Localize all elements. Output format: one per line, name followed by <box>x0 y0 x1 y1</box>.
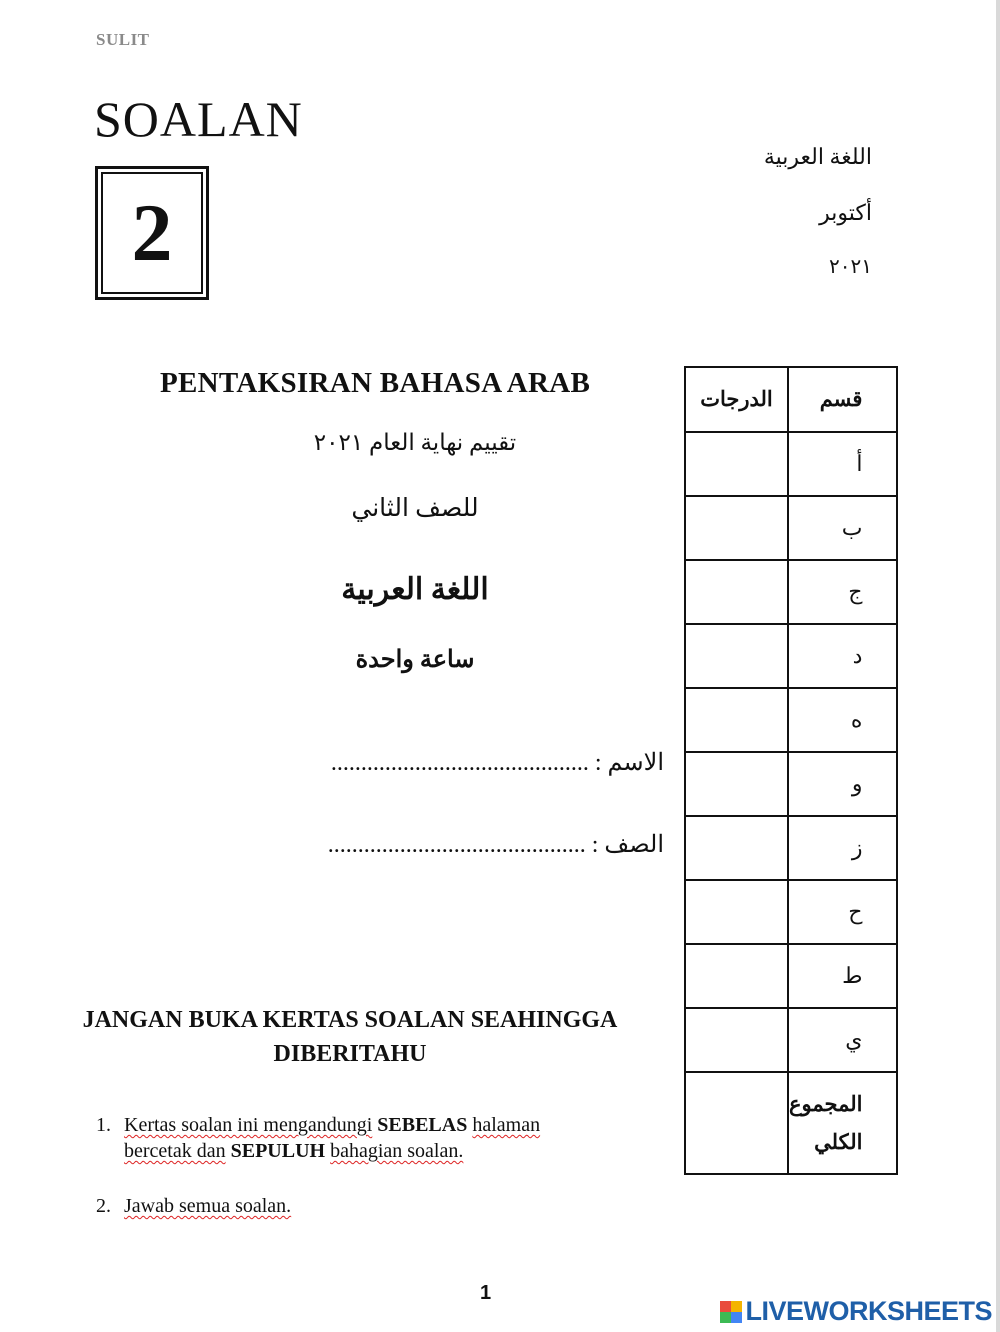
liveworksheets-brand[interactable] <box>720 1296 992 1327</box>
warning-line2: DIBERITAHU <box>273 1041 427 1067</box>
section-cell: ط <box>788 944 897 1008</box>
score-row <box>685 880 897 944</box>
score-row <box>685 688 897 752</box>
page-edge <box>996 0 1000 1332</box>
header-year: ٢٠٢١ <box>829 256 872 278</box>
name-dots: ........................................... <box>330 750 589 776</box>
total-label-line1: المجموع <box>789 1092 863 1116</box>
instruction-emphasis: SEBELAS <box>377 1114 468 1136</box>
liveworksheets-logo-icon <box>720 1301 742 1323</box>
marks-header: الدرجات <box>685 367 788 432</box>
total-label-cell <box>788 1072 897 1174</box>
page-number: 1 <box>480 1282 492 1304</box>
marks-cell[interactable] <box>685 432 788 496</box>
section-header: قسم <box>788 367 897 432</box>
score-row <box>685 816 897 880</box>
section-cell: ي <box>788 1008 897 1072</box>
paper-number-box <box>95 166 209 300</box>
warning-line1: JANGAN BUKA KERTAS SOALAN SEAHINGGA <box>82 1007 618 1033</box>
section-cell: ز <box>788 816 897 880</box>
section-cell: د <box>788 624 897 688</box>
class-dots: ........................................... <box>327 832 586 858</box>
header-month: أكتوبر <box>819 200 872 225</box>
instruction-text: Jawab semua soalan. <box>124 1195 292 1217</box>
score-row <box>685 624 897 688</box>
paper-number: 2 <box>131 187 173 278</box>
section-cell: ج <box>788 560 897 624</box>
total-marks-cell[interactable] <box>685 1072 788 1174</box>
instruction-text: bahagian soalan. <box>330 1140 464 1162</box>
class-field[interactable] <box>328 830 664 859</box>
score-row <box>685 752 897 816</box>
instruction-text: Kertas soalan ini mengandungi <box>124 1114 373 1136</box>
section-cell: ه <box>788 688 897 752</box>
section-cell: أ <box>788 432 897 496</box>
paper-label: SOALAN <box>94 91 303 147</box>
marks-cell[interactable] <box>685 688 788 752</box>
score-row <box>685 560 897 624</box>
instruction-item-1 <box>96 1112 616 1164</box>
instruction-number: 1. <box>96 1114 111 1136</box>
classification-label: SULIT <box>96 30 150 49</box>
instruction-number: 2. <box>96 1195 111 1217</box>
duration-subtitle: ساعة واحدة <box>355 647 475 673</box>
marks-cell[interactable] <box>685 624 788 688</box>
name-field[interactable] <box>331 748 664 777</box>
marks-cell[interactable] <box>685 1008 788 1072</box>
instruction-text: bercetak dan <box>124 1140 226 1162</box>
score-row <box>685 432 897 496</box>
section-cell: و <box>788 752 897 816</box>
score-table-header <box>685 367 897 432</box>
score-row <box>685 496 897 560</box>
score-row <box>685 1008 897 1072</box>
marks-cell[interactable] <box>685 752 788 816</box>
score-table <box>684 366 898 1175</box>
instruction-emphasis: SEPULUH <box>230 1140 326 1162</box>
section-cell: ح <box>788 880 897 944</box>
score-row <box>685 944 897 1008</box>
brand-name: LIVEWORKSHEETS <box>745 1296 992 1326</box>
name-label: الاسم : <box>594 750 664 776</box>
marks-cell[interactable] <box>685 880 788 944</box>
assessment-subtitle: تقييم نهاية العام ٢٠٢١ <box>313 430 517 455</box>
class-subtitle: للصف الثاني <box>351 495 479 522</box>
total-label-line2: الكلي <box>814 1130 863 1154</box>
exam-title: PENTAKSIRAN BAHASA ARAB <box>160 367 591 399</box>
marks-cell[interactable] <box>685 944 788 1008</box>
marks-cell[interactable] <box>685 816 788 880</box>
subject-subtitle: اللغة العربية <box>341 573 489 606</box>
warning-notice <box>40 1003 660 1071</box>
total-row <box>685 1072 897 1174</box>
header-subject: اللغة العربية <box>763 144 872 169</box>
class-label: الصف : <box>591 832 664 858</box>
instruction-item-2 <box>96 1193 291 1219</box>
marks-cell[interactable] <box>685 560 788 624</box>
marks-cell[interactable] <box>685 496 788 560</box>
section-cell: ب <box>788 496 897 560</box>
instruction-text: halaman <box>472 1114 541 1136</box>
